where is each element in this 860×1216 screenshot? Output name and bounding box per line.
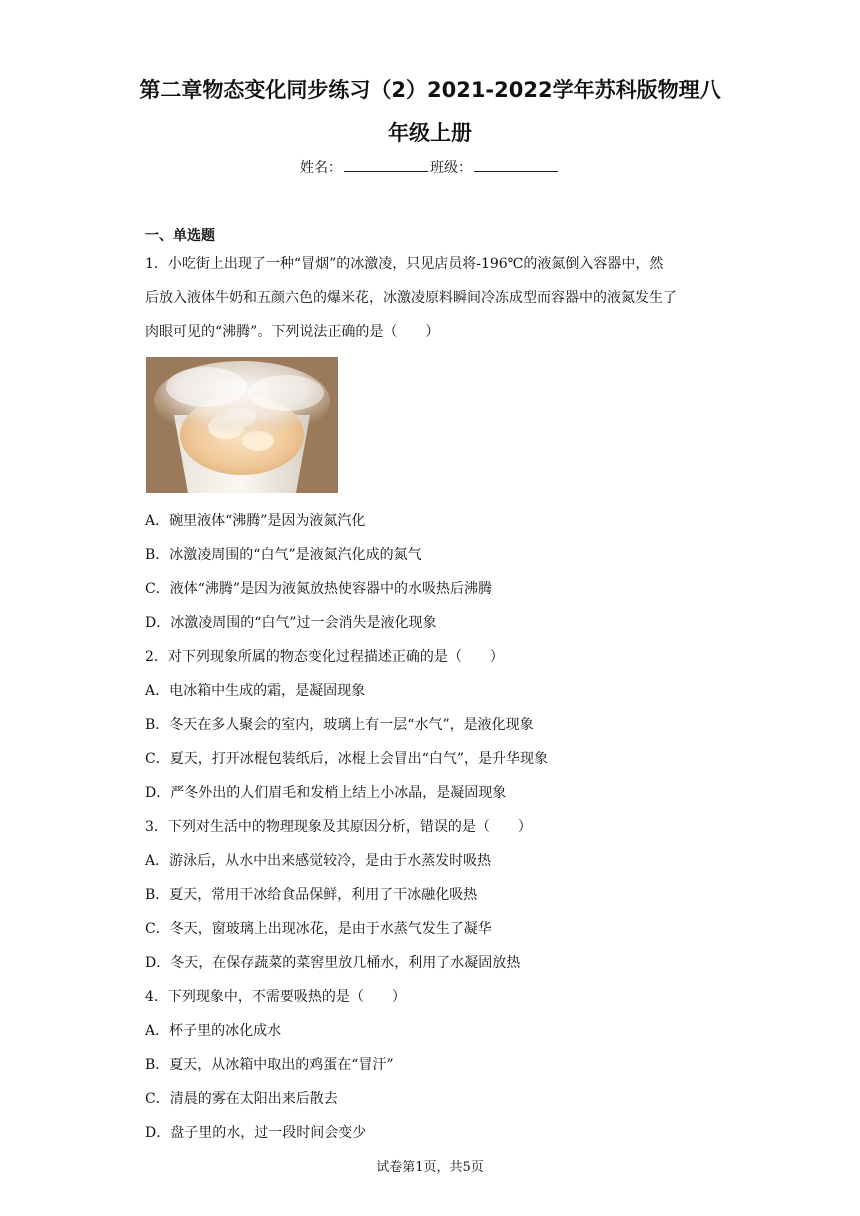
ice-cream-illustration <box>146 357 338 493</box>
question-2-option-d: D．严冬外出的人们眉毛和发梢上结上小冰晶，是凝固现象 <box>145 785 507 801</box>
question-4-line-1: 4．下列现象中，不需要吸热的是（ ） <box>145 989 406 1005</box>
document-title-line-1: 第二章物态变化同步练习（2）2021-2022学年苏科版物理八 <box>139 78 721 102</box>
name-blank <box>344 157 428 172</box>
question-1-option-d: D．冰激凌周围的“白气”过一会消失是液化现象 <box>145 615 437 631</box>
student-info <box>0 157 860 179</box>
question-1-option-a: A．碗里液体“沸腾”是因为液氮汽化 <box>145 513 366 529</box>
question-1-line-1: 1．小吃街上出现了一种“冒烟”的冰激凌，只见店员将-196℃的液氮倒入容器中，然 <box>145 256 664 272</box>
question-3-option-b: B．夏天，常用干冰给食品保鲜，利用了干冰融化吸热 <box>145 887 478 903</box>
question-1-option-b: B．冰激凌周围的“白气”是液氮汽化成的氮气 <box>145 547 422 563</box>
question-4-option-a: A．杯子里的冰化成水 <box>145 1023 282 1039</box>
question-4-option-b: B．夏天，从冰箱中取出的鸡蛋在“冒汗” <box>145 1057 394 1073</box>
question-2-option-b: B．冬天在多人聚会的室内，玻璃上有一层“水气”，是液化现象 <box>145 717 534 733</box>
question-3-option-c: C．冬天，窗玻璃上出现冰花，是由于水蒸气发生了凝华 <box>145 921 492 937</box>
name-label: 姓名： <box>300 160 342 176</box>
question-2-line-1: 2．对下列现象所属的物态变化过程描述正确的是（ ） <box>145 649 504 665</box>
question-2-option-a: A．电冰箱中生成的霜，是凝固现象 <box>145 683 366 699</box>
question-3-option-a: A．游泳后，从水中出来感觉较冷，是由于水蒸发时吸热 <box>145 853 492 869</box>
question-1-line-3: 肉眼可见的“沸腾”。下列说法正确的是（ ） <box>145 324 440 340</box>
class-blank <box>474 157 558 172</box>
page-footer: 试卷第1页，共5页 <box>376 1160 484 1175</box>
question-4-option-c: C．清晨的雾在太阳出来后散去 <box>145 1091 338 1107</box>
question-4-option-d: D．盘子里的水，过一段时间会变少 <box>145 1125 367 1141</box>
document-title-line-2: 年级上册 <box>388 121 472 145</box>
question-1-option-c: C．液体“沸腾”是因为液氮放热使容器中的水吸热后沸腾 <box>145 581 493 597</box>
section-title: 一、单选题 <box>145 228 215 244</box>
question-2-option-c: C．夏天，打开冰棍包装纸后，冰棍上会冒出“白气”，是升华现象 <box>145 751 549 767</box>
ice-cream-photo <box>146 357 338 493</box>
question-3-option-d: D．冬天，在保存蔬菜的菜窖里放几桶水，利用了水凝固放热 <box>145 955 521 971</box>
class-label: 班级： <box>430 160 472 176</box>
question-3-line-1: 3．下列对生活中的物理现象及其原因分析，错误的是（ ） <box>145 819 532 835</box>
question-1-line-2: 后放入液体牛奶和五颜六色的爆米花，冰激凌原料瞬间冷冻成型而容器中的液氮发生了 <box>145 290 677 306</box>
